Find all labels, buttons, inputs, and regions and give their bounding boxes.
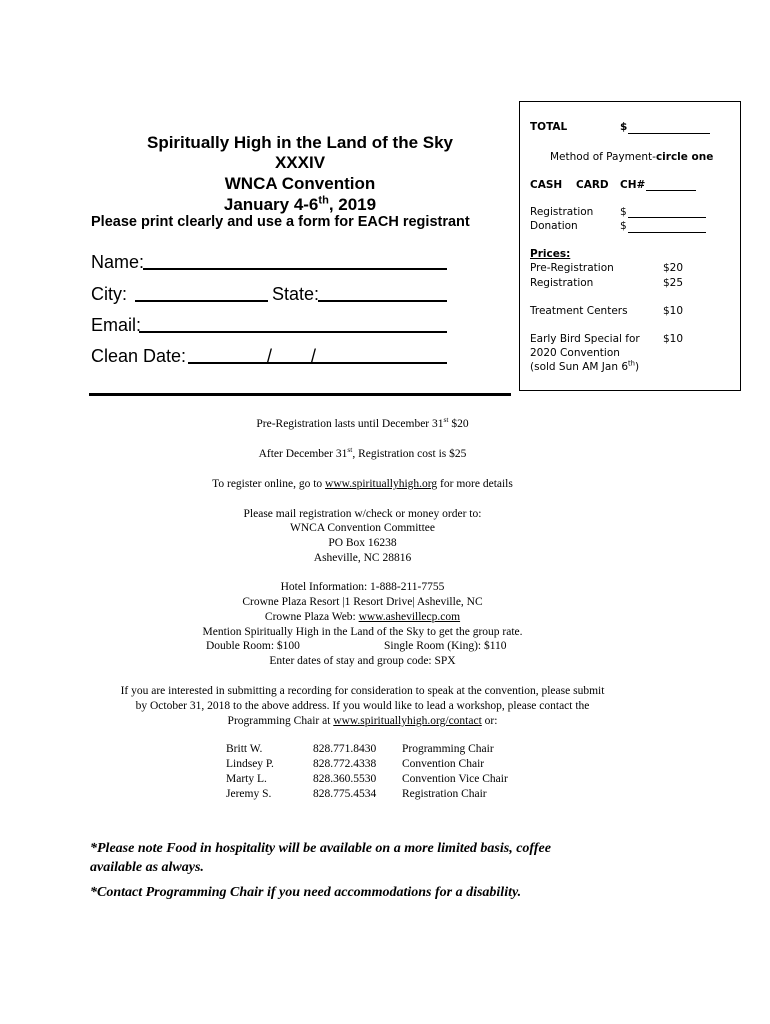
hotel-web-link[interactable]: www.ashevillecp.com bbox=[358, 611, 461, 623]
hotel-info: Hotel Information: 1-888-211-7755 bbox=[280, 581, 445, 593]
mail-recipient: WNCA Convention Committee bbox=[289, 522, 436, 534]
name-field[interactable] bbox=[143, 268, 447, 270]
early-bird-line-1: Early Bird Special for bbox=[530, 333, 640, 345]
food-note-line-1: *Please note Food in hospitality will be available on a more limited basis, coffee bbox=[90, 841, 551, 856]
date-separator: / bbox=[267, 346, 273, 366]
state-field[interactable] bbox=[318, 300, 447, 302]
mail-po-box: PO Box 16238 bbox=[328, 537, 397, 549]
registration-price-label: Registration bbox=[530, 277, 594, 289]
treatment-centers-price: $10 bbox=[663, 305, 684, 317]
accommodations-note: *Contact Programming Chair if you need accommodations for a disability. bbox=[90, 885, 522, 900]
speaker-info-2: by October 31, 2018 to the above address. If you would like to lead a workshop, please contact the bbox=[135, 700, 590, 712]
speaker-info-1: If you are interested in submitting a recording for consideration to speak at the convention, please submit bbox=[120, 685, 605, 697]
contact-name: Jeremy S. bbox=[226, 788, 272, 800]
contact-link[interactable]: www.spirituallyhigh.org/contact bbox=[333, 715, 482, 727]
payment-method-label: Method of Payment-circle one bbox=[550, 151, 714, 163]
single-room-rate: Single Room (King): $110 bbox=[384, 640, 507, 652]
contact-name: Lindsey P. bbox=[226, 758, 274, 770]
contact-phone: 828.771.8430 bbox=[313, 743, 377, 755]
donation-label: Donation bbox=[530, 220, 578, 232]
total-dollar: $ bbox=[620, 121, 628, 133]
date-separator: / bbox=[311, 346, 317, 366]
prereg-deadline: Pre-Registration lasts until December 31st $20 bbox=[256, 415, 469, 430]
email-field[interactable] bbox=[139, 331, 447, 333]
total-label: TOTAL bbox=[530, 121, 568, 133]
contact-name: Marty L. bbox=[226, 773, 267, 785]
email-label: Email: bbox=[91, 315, 142, 335]
early-bird-line-3: (sold Sun AM Jan 6th) bbox=[530, 359, 640, 373]
contact-name: Britt W. bbox=[226, 743, 263, 755]
hotel-web: Crowne Plaza Web: www.ashevillecp.com bbox=[264, 611, 461, 623]
card-option[interactable]: CARD bbox=[576, 179, 609, 191]
group-code: Enter dates of stay and group code: SPX bbox=[269, 655, 456, 667]
registration-label: Registration bbox=[530, 206, 594, 218]
pre-registration-price: $20 bbox=[663, 262, 684, 274]
pre-registration-label: Pre-Registration bbox=[530, 262, 614, 274]
online-registration: To register online, go to www.spirituallyhigh.org for more details bbox=[212, 478, 513, 490]
hotel-address: Crowne Plaza Resort |1 Resort Drive| Asheville, NC bbox=[242, 596, 483, 608]
group-rate-note: Mention Spiritually High in the Land of the Sky to get the group rate. bbox=[202, 626, 523, 638]
contact-role: Programming Chair bbox=[402, 743, 494, 755]
section-divider bbox=[89, 393, 511, 396]
name-label: Name: bbox=[91, 252, 145, 272]
cash-option[interactable]: CASH bbox=[530, 179, 563, 191]
event-title: Spiritually High in the Land of the Sky bbox=[146, 133, 454, 152]
donation-amount-field[interactable] bbox=[628, 232, 706, 233]
contact-role: Registration Chair bbox=[402, 788, 487, 800]
event-edition: XXXIV bbox=[274, 153, 326, 172]
check-number-field[interactable] bbox=[646, 190, 696, 191]
food-note-line-2: available as always. bbox=[90, 860, 204, 875]
form-instructions: Please print clearly and use a form for EACH registrant bbox=[91, 214, 470, 230]
mail-city: Asheville, NC 28816 bbox=[313, 552, 412, 564]
check-option[interactable]: CH# bbox=[620, 179, 646, 191]
contact-role: Convention Vice Chair bbox=[402, 773, 508, 785]
mail-instructions: Please mail registration w/check or money order to: bbox=[243, 508, 482, 520]
registration-dollar: $ bbox=[620, 206, 627, 218]
contact-role: Convention Chair bbox=[402, 758, 485, 770]
late-registration-cost: After December 31st, Registration cost is $25 bbox=[258, 445, 467, 460]
contact-phone: 828.775.4534 bbox=[313, 788, 377, 800]
early-bird-price: $10 bbox=[663, 333, 684, 345]
donation-dollar: $ bbox=[620, 220, 627, 232]
city-label: City: bbox=[91, 284, 127, 304]
payment-box bbox=[519, 101, 741, 391]
state-label: State: bbox=[272, 284, 320, 304]
contact-phone: 828.360.5530 bbox=[313, 773, 377, 785]
speaker-info-3: Programming Chair at www.spirituallyhigh.org/contact or: bbox=[227, 715, 498, 727]
clean-date-label: Clean Date: bbox=[91, 346, 187, 366]
event-name: WNCA Convention bbox=[224, 174, 376, 193]
city-field[interactable] bbox=[135, 300, 268, 302]
contact-phone: 828.772.4338 bbox=[313, 758, 377, 770]
double-room-rate: Double Room: $100 bbox=[206, 640, 300, 652]
treatment-centers-label: Treatment Centers bbox=[530, 305, 628, 317]
website-link[interactable]: www.spirituallyhigh.org bbox=[325, 478, 438, 490]
clean-date-field[interactable] bbox=[188, 362, 447, 364]
prices-heading: Prices: bbox=[530, 248, 571, 260]
total-field[interactable] bbox=[628, 133, 710, 134]
registration-amount-field[interactable] bbox=[628, 217, 706, 218]
early-bird-line-2: 2020 Convention bbox=[530, 347, 620, 359]
registration-price: $25 bbox=[663, 277, 684, 289]
event-dates: January 4-6th, 2019 bbox=[223, 194, 377, 214]
